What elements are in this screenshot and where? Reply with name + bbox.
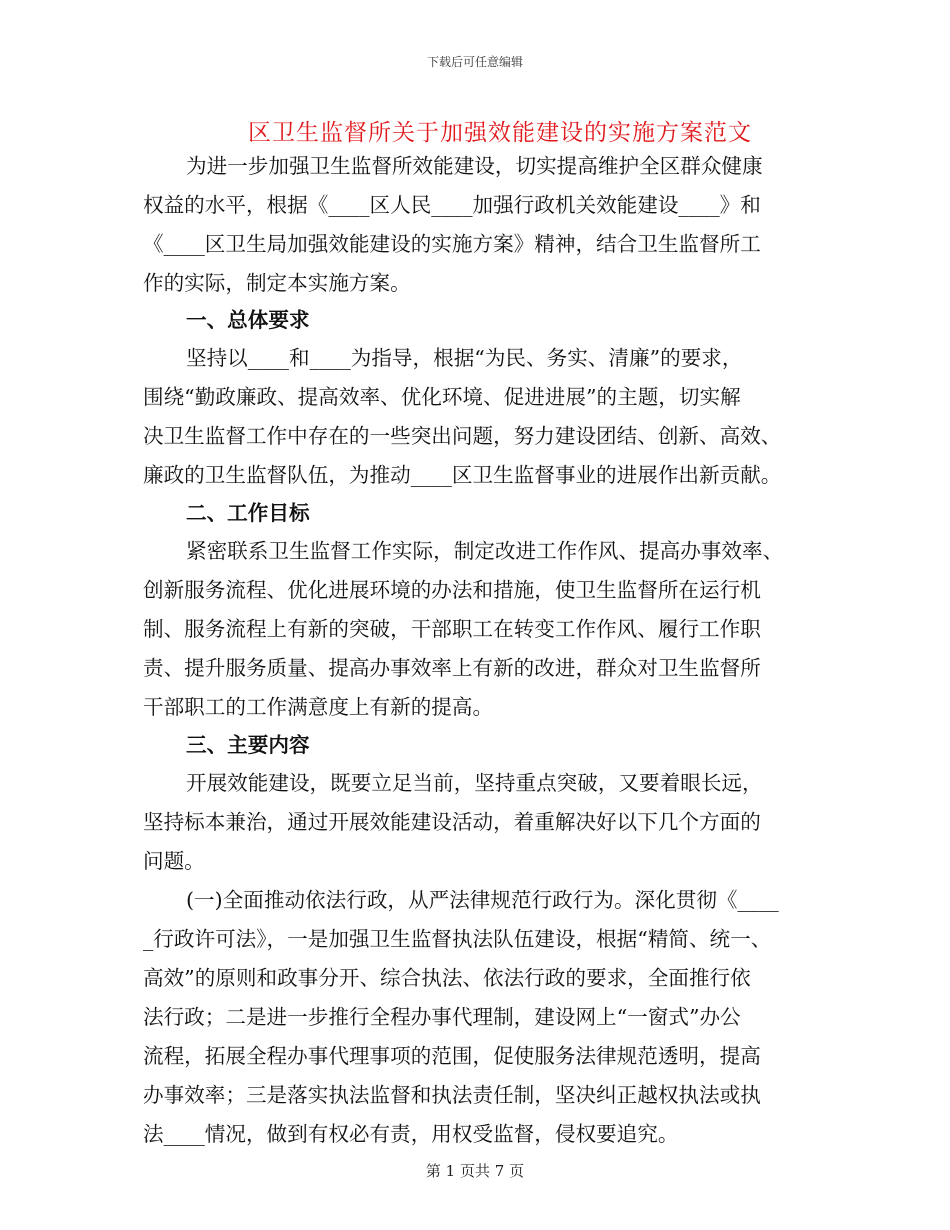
intro-line: 《____区卫生局加强效能建设的实施方案》精神，结合卫生监督所工	[143, 232, 761, 256]
page-footer: 第 1 页共 7 页	[425, 1162, 525, 1180]
section-heading-main-content: 三、主要内容	[186, 733, 310, 757]
section1-line: 围绕“勤政廉政、提高效率、优化环境、促进进展”的主题，切实解	[143, 385, 741, 409]
section-heading-overall-requirements: 一、总体要求	[186, 308, 310, 332]
intro-line: 为进一步加强卫生监督所效能建设，切实提高维护全区群众健康	[186, 154, 763, 178]
section2-line: 紧密联系卫生监督工作实际，制定改进工作作风、提高办事效率、	[186, 539, 784, 563]
section2-line: 创新服务流程、优化进展环境的办法和措施，使卫生监督所在运行机	[143, 578, 761, 602]
section1-line: 决卫生监督工作中存在的一些突出问题，努力建设团结、创新、高效、	[143, 424, 782, 448]
item1-line: _行政许可法》，一是加强卫生监督执法队伍建设，根据“精简、统一、	[143, 927, 772, 951]
section-heading-work-goals: 二、工作目标	[186, 501, 310, 525]
item1-line: 办事效率；三是落实执法监督和执法责任制，坚决纠正越权执法或执	[143, 1083, 761, 1107]
section2-line: 制、服务流程上有新的突破，干部职工在转变工作作风、履行工作职	[143, 617, 761, 641]
section3-line: 开展效能建设，既要立足当前，坚持重点突破，又要着眼长远，	[186, 771, 763, 795]
section2-line: 责、提升服务质量、提高办事效率上有新的改进，群众对卫生监督所	[143, 656, 761, 680]
item1-line: 法行政；二是进一步推行全程办事代理制，建设网上“一窗式”办公	[143, 1005, 741, 1029]
item1-line: 法____情况，做到有权必有责，用权受监督，侵权要追究。	[143, 1122, 679, 1146]
item1-line: (一)全面推动依法行政，从严法律规范行政行为。深化贯彻《____	[186, 888, 779, 912]
section2-line: 干部职工的工作满意度上有新的提高。	[143, 695, 494, 719]
intro-line: 作的实际，制定本实施方案。	[143, 271, 411, 295]
page-header: 下载后可任意编辑	[426, 55, 523, 69]
document-title: 区卫生监督所关于加强效能建设的实施方案范文	[248, 120, 752, 146]
section3-line: 问题。	[143, 849, 205, 873]
item1-line: 高效”的原则和政事分开、综合执法、依法行政的要求，全面推行依	[143, 966, 751, 990]
section3-line: 坚持标本兼治，通过开展效能建设活动，着重解决好以下几个方面的	[143, 810, 761, 834]
section1-line: 坚持以____和____为指导，根据“为民、务实、清廉”的要求，	[186, 346, 743, 370]
section1-line: 廉政的卫生监督队伍，为推动____区卫生监督事业的进展作出新贡献。	[143, 463, 782, 487]
item1-line: 流程，拓展全程办事代理事项的范围，促使服务法律规范透明，提高	[143, 1044, 761, 1068]
intro-line: 权益的水平，根据《____区人民____加强行政机关效能建设____》和	[143, 193, 761, 217]
